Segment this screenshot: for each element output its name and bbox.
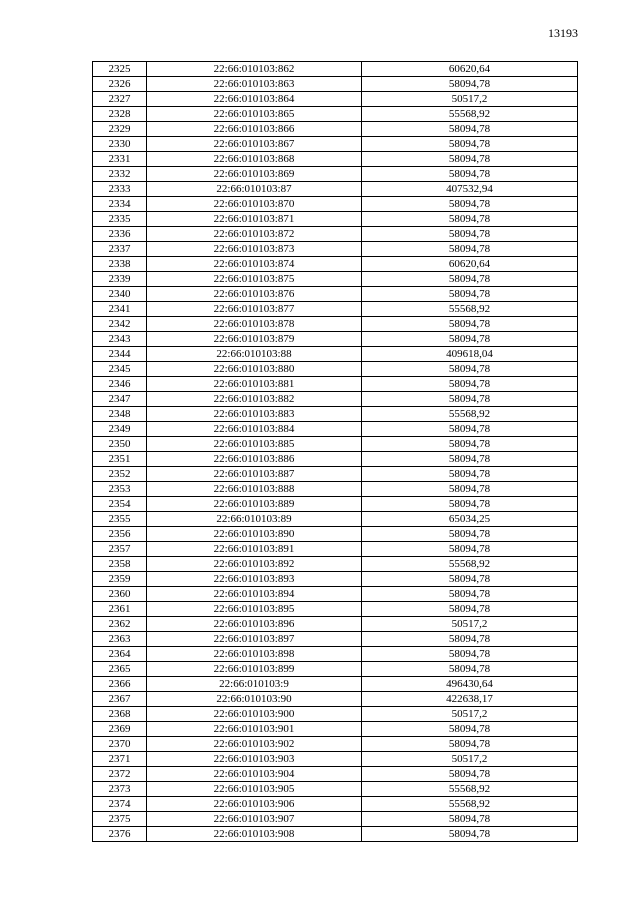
- cadastral-number-cell: 22:66:010103:882: [147, 392, 362, 407]
- cadastral-number-cell: 22:66:010103:88: [147, 347, 362, 362]
- row-number-cell: 2361: [93, 602, 147, 617]
- row-number-cell: 2353: [93, 482, 147, 497]
- row-number-cell: 2372: [93, 767, 147, 782]
- table-row: [93, 182, 578, 197]
- value-cell: 58094,78: [362, 602, 578, 617]
- table-row: [93, 617, 578, 632]
- value-cell: 58094,78: [362, 482, 578, 497]
- cadastral-number-cell: 22:66:010103:879: [147, 332, 362, 347]
- table-body: [93, 62, 578, 842]
- value-cell: 58094,78: [362, 542, 578, 557]
- value-cell: 55568,92: [362, 557, 578, 572]
- table-row: [93, 287, 578, 302]
- value-cell: 58094,78: [362, 437, 578, 452]
- cadastral-number-cell: 22:66:010103:897: [147, 632, 362, 647]
- value-cell: 55568,92: [362, 782, 578, 797]
- row-number-cell: 2369: [93, 722, 147, 737]
- value-cell: 58094,78: [362, 77, 578, 92]
- table-row: [93, 722, 578, 737]
- row-number-cell: 2343: [93, 332, 147, 347]
- row-number-cell: 2333: [93, 182, 147, 197]
- cadastral-number-cell: 22:66:010103:87: [147, 182, 362, 197]
- value-cell: 60620,64: [362, 257, 578, 272]
- value-cell: 58094,78: [362, 362, 578, 377]
- row-number-cell: 2341: [93, 302, 147, 317]
- row-number-cell: 2356: [93, 527, 147, 542]
- value-cell: 50517,2: [362, 707, 578, 722]
- row-number-cell: 2348: [93, 407, 147, 422]
- cadastral-number-cell: 22:66:010103:892: [147, 557, 362, 572]
- table-row: [93, 77, 578, 92]
- table-row: [93, 407, 578, 422]
- table-row: [93, 347, 578, 362]
- row-number-cell: 2368: [93, 707, 147, 722]
- cadastral-number-cell: 22:66:010103:899: [147, 662, 362, 677]
- cadastral-number-cell: 22:66:010103:863: [147, 77, 362, 92]
- value-cell: 58094,78: [362, 632, 578, 647]
- table-row: [93, 632, 578, 647]
- cadastral-number-cell: 22:66:010103:887: [147, 467, 362, 482]
- cadastral-number-cell: 22:66:010103:880: [147, 362, 362, 377]
- cadastral-number-cell: 22:66:010103:862: [147, 62, 362, 77]
- table-row: [93, 812, 578, 827]
- row-number-cell: 2339: [93, 272, 147, 287]
- table-row: [93, 302, 578, 317]
- value-cell: 58094,78: [362, 152, 578, 167]
- row-number-cell: 2362: [93, 617, 147, 632]
- table-row: [93, 167, 578, 182]
- table-row: [93, 62, 578, 77]
- row-number-cell: 2335: [93, 212, 147, 227]
- value-cell: 58094,78: [362, 272, 578, 287]
- row-number-cell: 2330: [93, 137, 147, 152]
- table-row: [93, 827, 578, 842]
- cadastral-number-cell: 22:66:010103:896: [147, 617, 362, 632]
- value-cell: 58094,78: [362, 392, 578, 407]
- cadastral-number-cell: 22:66:010103:894: [147, 587, 362, 602]
- row-number-cell: 2367: [93, 692, 147, 707]
- table-row: [93, 752, 578, 767]
- row-number-cell: 2365: [93, 662, 147, 677]
- row-number-cell: 2344: [93, 347, 147, 362]
- cadastral-number-cell: 22:66:010103:866: [147, 122, 362, 137]
- row-number-cell: 2376: [93, 827, 147, 842]
- table-row: [93, 482, 578, 497]
- cadastral-number-cell: 22:66:010103:898: [147, 647, 362, 662]
- row-number-cell: 2358: [93, 557, 147, 572]
- value-cell: 58094,78: [362, 242, 578, 257]
- table-row: [93, 92, 578, 107]
- row-number-cell: 2364: [93, 647, 147, 662]
- value-cell: 58094,78: [362, 767, 578, 782]
- cadastral-number-cell: 22:66:010103:902: [147, 737, 362, 752]
- table-row: [93, 152, 578, 167]
- cadastral-number-cell: 22:66:010103:907: [147, 812, 362, 827]
- row-number-cell: 2360: [93, 587, 147, 602]
- table-row: [93, 677, 578, 692]
- cadastral-values-table: [92, 61, 578, 842]
- value-cell: 65034,25: [362, 512, 578, 527]
- cadastral-number-cell: 22:66:010103:869: [147, 167, 362, 182]
- row-number-cell: 2355: [93, 512, 147, 527]
- cadastral-number-cell: 22:66:010103:881: [147, 377, 362, 392]
- cadastral-number-cell: 22:66:010103:885: [147, 437, 362, 452]
- table-row: [93, 782, 578, 797]
- cadastral-number-cell: 22:66:010103:870: [147, 197, 362, 212]
- cadastral-number-cell: 22:66:010103:874: [147, 257, 362, 272]
- cadastral-number-cell: 22:66:010103:890: [147, 527, 362, 542]
- row-number-cell: 2342: [93, 317, 147, 332]
- table-row: [93, 212, 578, 227]
- cadastral-number-cell: 22:66:010103:873: [147, 242, 362, 257]
- row-number-cell: 2346: [93, 377, 147, 392]
- row-number-cell: 2374: [93, 797, 147, 812]
- row-number-cell: 2366: [93, 677, 147, 692]
- table-row: [93, 557, 578, 572]
- value-cell: 58094,78: [362, 422, 578, 437]
- row-number-cell: 2363: [93, 632, 147, 647]
- table-row: [93, 797, 578, 812]
- cadastral-number-cell: 22:66:010103:867: [147, 137, 362, 152]
- table-row: [93, 587, 578, 602]
- value-cell: 407532,94: [362, 182, 578, 197]
- cadastral-number-cell: 22:66:010103:89: [147, 512, 362, 527]
- value-cell: 58094,78: [362, 452, 578, 467]
- value-cell: 58094,78: [362, 377, 578, 392]
- cadastral-number-cell: 22:66:010103:888: [147, 482, 362, 497]
- row-number-cell: 2326: [93, 77, 147, 92]
- value-cell: 58094,78: [362, 197, 578, 212]
- row-number-cell: 2325: [93, 62, 147, 77]
- table-row: [93, 707, 578, 722]
- row-number-cell: 2354: [93, 497, 147, 512]
- cadastral-number-cell: 22:66:010103:9: [147, 677, 362, 692]
- table-row: [93, 452, 578, 467]
- cadastral-number-cell: 22:66:010103:875: [147, 272, 362, 287]
- cadastral-number-cell: 22:66:010103:908: [147, 827, 362, 842]
- cadastral-number-cell: 22:66:010103:876: [147, 287, 362, 302]
- value-cell: 496430,64: [362, 677, 578, 692]
- row-number-cell: 2336: [93, 227, 147, 242]
- table-row: [93, 377, 578, 392]
- value-cell: 58094,78: [362, 722, 578, 737]
- table-row: [93, 257, 578, 272]
- cadastral-number-cell: 22:66:010103:889: [147, 497, 362, 512]
- cadastral-number-cell: 22:66:010103:895: [147, 602, 362, 617]
- cadastral-number-cell: 22:66:010103:877: [147, 302, 362, 317]
- value-cell: 50517,2: [362, 617, 578, 632]
- row-number-cell: 2327: [93, 92, 147, 107]
- cadastral-number-cell: 22:66:010103:90: [147, 692, 362, 707]
- value-cell: 58094,78: [362, 827, 578, 842]
- cadastral-number-cell: 22:66:010103:891: [147, 542, 362, 557]
- table-row: [93, 272, 578, 287]
- value-cell: 58094,78: [362, 647, 578, 662]
- cadastral-number-cell: 22:66:010103:905: [147, 782, 362, 797]
- row-number-cell: 2352: [93, 467, 147, 482]
- value-cell: 55568,92: [362, 797, 578, 812]
- row-number-cell: 2351: [93, 452, 147, 467]
- row-number-cell: 2350: [93, 437, 147, 452]
- table-row: [93, 467, 578, 482]
- table-row: [93, 317, 578, 332]
- cadastral-number-cell: 22:66:010103:865: [147, 107, 362, 122]
- cadastral-number-cell: 22:66:010103:903: [147, 752, 362, 767]
- value-cell: 58094,78: [362, 662, 578, 677]
- cadastral-number-cell: 22:66:010103:878: [147, 317, 362, 332]
- table-row: [93, 497, 578, 512]
- table-row: [93, 602, 578, 617]
- table-row: [93, 692, 578, 707]
- table-row: [93, 332, 578, 347]
- table-row: [93, 662, 578, 677]
- value-cell: 422638,17: [362, 692, 578, 707]
- row-number-cell: 2359: [93, 572, 147, 587]
- row-number-cell: 2332: [93, 167, 147, 182]
- value-cell: 58094,78: [362, 167, 578, 182]
- table-row: [93, 242, 578, 257]
- cadastral-number-cell: 22:66:010103:872: [147, 227, 362, 242]
- cadastral-number-cell: 22:66:010103:884: [147, 422, 362, 437]
- value-cell: 50517,2: [362, 752, 578, 767]
- value-cell: 58094,78: [362, 572, 578, 587]
- table-row: [93, 362, 578, 377]
- value-cell: 58094,78: [362, 287, 578, 302]
- value-cell: 58094,78: [362, 467, 578, 482]
- row-number-cell: 2347: [93, 392, 147, 407]
- table-row: [93, 122, 578, 137]
- row-number-cell: 2338: [93, 257, 147, 272]
- table-row: [93, 572, 578, 587]
- cadastral-number-cell: 22:66:010103:904: [147, 767, 362, 782]
- value-cell: 58094,78: [362, 122, 578, 137]
- value-cell: 58094,78: [362, 137, 578, 152]
- cadastral-number-cell: 22:66:010103:864: [147, 92, 362, 107]
- table-row: [93, 422, 578, 437]
- cadastral-number-cell: 22:66:010103:900: [147, 707, 362, 722]
- value-cell: 58094,78: [362, 587, 578, 602]
- value-cell: 58094,78: [362, 737, 578, 752]
- row-number-cell: 2345: [93, 362, 147, 377]
- row-number-cell: 2357: [93, 542, 147, 557]
- row-number-cell: 2373: [93, 782, 147, 797]
- value-cell: 58094,78: [362, 812, 578, 827]
- page-number: 13193: [548, 26, 578, 40]
- cadastral-number-cell: 22:66:010103:893: [147, 572, 362, 587]
- row-number-cell: 2337: [93, 242, 147, 257]
- value-cell: 409618,04: [362, 347, 578, 362]
- cadastral-number-cell: 22:66:010103:868: [147, 152, 362, 167]
- table-row: [93, 737, 578, 752]
- row-number-cell: 2334: [93, 197, 147, 212]
- value-cell: 58094,78: [362, 227, 578, 242]
- table-row: [93, 392, 578, 407]
- table-row: [93, 527, 578, 542]
- cadastral-number-cell: 22:66:010103:871: [147, 212, 362, 227]
- row-number-cell: 2371: [93, 752, 147, 767]
- table-row: [93, 137, 578, 152]
- table-row: [93, 437, 578, 452]
- value-cell: 55568,92: [362, 302, 578, 317]
- row-number-cell: 2375: [93, 812, 147, 827]
- cadastral-number-cell: 22:66:010103:886: [147, 452, 362, 467]
- row-number-cell: 2370: [93, 737, 147, 752]
- value-cell: 58094,78: [362, 497, 578, 512]
- cadastral-number-cell: 22:66:010103:901: [147, 722, 362, 737]
- row-number-cell: 2329: [93, 122, 147, 137]
- table-row: [93, 512, 578, 527]
- table-row: [93, 227, 578, 242]
- value-cell: 58094,78: [362, 332, 578, 347]
- row-number-cell: 2340: [93, 287, 147, 302]
- table-row: [93, 107, 578, 122]
- cadastral-number-cell: 22:66:010103:906: [147, 797, 362, 812]
- row-number-cell: 2349: [93, 422, 147, 437]
- row-number-cell: 2331: [93, 152, 147, 167]
- value-cell: 50517,2: [362, 92, 578, 107]
- value-cell: 60620,64: [362, 62, 578, 77]
- value-cell: 55568,92: [362, 407, 578, 422]
- table-row: [93, 647, 578, 662]
- cadastral-number-cell: 22:66:010103:883: [147, 407, 362, 422]
- value-cell: 58094,78: [362, 527, 578, 542]
- table-row: [93, 542, 578, 557]
- row-number-cell: 2328: [93, 107, 147, 122]
- table-row: [93, 197, 578, 212]
- value-cell: 58094,78: [362, 212, 578, 227]
- value-cell: 58094,78: [362, 317, 578, 332]
- value-cell: 55568,92: [362, 107, 578, 122]
- table-row: [93, 767, 578, 782]
